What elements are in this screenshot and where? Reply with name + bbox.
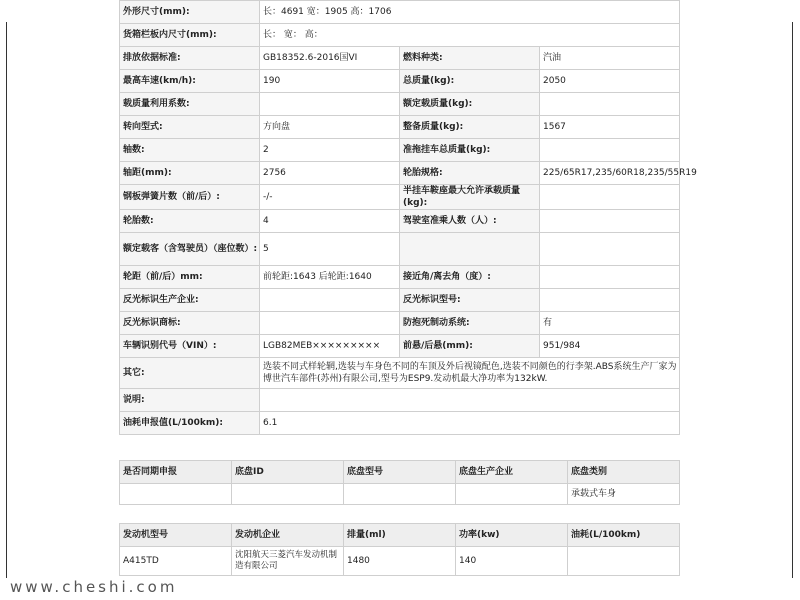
spec-label: 额定载质量(kg): [400, 93, 540, 116]
spec-value: 2050 [540, 70, 680, 93]
spec-row [120, 358, 680, 389]
spec-label: 排放依据标准: [120, 47, 260, 70]
spec-value: -/- [260, 185, 400, 210]
spec-label: 反光标识商标: [120, 312, 260, 335]
spec-label: 燃料种类: [400, 47, 540, 70]
engine-cell-displacement: 1480 [344, 547, 456, 576]
spec-value: 1567 [540, 116, 680, 139]
spec-label: 驾驶室准乘人数（人）: [400, 210, 540, 233]
chassis-cell-id [232, 484, 344, 505]
spec-label: 接近角/离去角（度）: [400, 266, 540, 289]
chassis-cell-category: 承载式车身 [568, 484, 680, 505]
chassis-header-row [120, 461, 680, 484]
chassis-header-id: 底盘ID [232, 461, 344, 484]
spec-row [120, 210, 680, 233]
spec-value: 6.1 [260, 412, 680, 435]
chassis-table [119, 460, 680, 505]
spec-value: LGB82MEB××××××××× [260, 335, 400, 358]
engine-cell-manufacturer: 沈阳航天三菱汽车发动机制造有限公司 [232, 547, 344, 576]
spec-label: 说明: [120, 389, 260, 412]
vehicle-spec-table [119, 0, 697, 435]
spec-row [120, 412, 680, 435]
spec-value: 长：4691 宽：1905 高：1706 [260, 1, 680, 24]
spec-value [540, 289, 680, 312]
spec-label [400, 233, 540, 266]
spec-row [120, 47, 680, 70]
chassis-header-category: 底盘类别 [568, 461, 680, 484]
spec-row [120, 139, 680, 162]
spec-value: 前轮距:1643 后轮距:1640 [260, 266, 400, 289]
spec-row [120, 93, 680, 116]
spec-row [120, 335, 680, 358]
spec-row [120, 116, 680, 139]
spec-label: 反光标识生产企业: [120, 289, 260, 312]
spec-value [260, 289, 400, 312]
spec-row [120, 233, 680, 266]
spec-value: GB18352.6-2016国VI [260, 47, 400, 70]
right-frame-border [792, 22, 793, 578]
spec-row [120, 70, 680, 93]
spec-value: 2 [260, 139, 400, 162]
spec-value: 方向盘 [260, 116, 400, 139]
spec-label: 防抱死制动系统: [400, 312, 540, 335]
spec-value: 190 [260, 70, 400, 93]
spec-row [120, 1, 680, 24]
spec-value [540, 266, 680, 289]
spec-label: 轴数: [120, 139, 260, 162]
spec-label: 半挂车鞍座最大允许承载质量(kg): [400, 185, 540, 210]
spec-value [540, 93, 680, 116]
engine-data-row [120, 547, 680, 576]
spec-row [120, 312, 680, 335]
spec-label: 反光标识型号: [400, 289, 540, 312]
spec-label: 额定载客（含驾驶员）（座位数）: [120, 233, 260, 266]
spec-value [540, 139, 680, 162]
spec-label: 轮距（前/后）mm: [120, 266, 260, 289]
chassis-cell-model [344, 484, 456, 505]
left-frame-border [6, 22, 7, 578]
spec-value: 5 [260, 233, 400, 266]
spec-value [540, 210, 680, 233]
spec-label: 整备质量(kg): [400, 116, 540, 139]
site-watermark: www.cheshi.com [10, 578, 178, 596]
spec-label: 前悬/后悬(mm): [400, 335, 540, 358]
spec-value: 长： 宽： 高： [260, 24, 680, 47]
engine-header-fuel-consumption: 油耗(L/100km) [568, 524, 680, 547]
engine-table [119, 523, 680, 576]
spec-value: 4 [260, 210, 400, 233]
spec-value [260, 389, 680, 412]
spec-label: 最高车速(km/h): [120, 70, 260, 93]
chassis-header-manufacturer: 底盘生产企业 [456, 461, 568, 484]
spec-row [120, 185, 680, 210]
chassis-data-row [120, 484, 680, 505]
engine-cell-power: 140 [456, 547, 568, 576]
spec-row [120, 289, 680, 312]
spec-value [540, 185, 680, 210]
spec-label: 轮胎规格: [400, 162, 540, 185]
spec-value [260, 312, 400, 335]
engine-header-row [120, 524, 680, 547]
spec-value [260, 93, 400, 116]
engine-header-displacement: 排量(ml) [344, 524, 456, 547]
chassis-header-same-period: 是否同期申报 [120, 461, 232, 484]
spec-value: 2756 [260, 162, 400, 185]
spec-label: 轴距(mm): [120, 162, 260, 185]
spec-label: 车辆识别代号（VIN）: [120, 335, 260, 358]
spec-label: 轮胎数: [120, 210, 260, 233]
spec-row [120, 24, 680, 47]
spec-label: 外形尺寸(mm): [120, 1, 260, 24]
spec-label: 准拖挂车总质量(kg): [400, 139, 540, 162]
spec-value: 汽油 [540, 47, 680, 70]
spec-row [120, 162, 680, 185]
spec-label: 钢板弹簧片数（前/后）: [120, 185, 260, 210]
spec-label: 油耗申报值(L/100km): [120, 412, 260, 435]
spec-row [120, 266, 680, 289]
spec-label: 转向型式: [120, 116, 260, 139]
spec-value: 951/984 [540, 335, 680, 358]
chassis-header-model: 底盘型号 [344, 461, 456, 484]
spec-label: 其它: [120, 358, 260, 389]
engine-header-model: 发动机型号 [120, 524, 232, 547]
spec-label: 总质量(kg): [400, 70, 540, 93]
engine-cell-fuel-consumption [568, 547, 680, 576]
spec-value: 选装不同式样轮辋,选装与车身色不同的车顶及外后视镜配色,选装不同颜色的行李架.ABS系统生产厂家为博世汽车部件(苏州)有限公司,型号为ESP9.发动机最大净功率为132kW. [260, 358, 680, 389]
spec-value: 有 [540, 312, 680, 335]
engine-cell-model: A415TD [120, 547, 232, 576]
spec-label: 载质量利用系数: [120, 93, 260, 116]
spec-value [540, 233, 680, 266]
engine-header-manufacturer: 发动机企业 [232, 524, 344, 547]
chassis-cell-manufacturer [456, 484, 568, 505]
spec-label: 货箱栏板内尺寸(mm): [120, 24, 260, 47]
chassis-cell-same-period [120, 484, 232, 505]
spec-value: 225/65R17,235/60R18,235/55R19 [540, 162, 680, 185]
engine-header-power: 功率(kw) [456, 524, 568, 547]
spec-row [120, 389, 680, 412]
